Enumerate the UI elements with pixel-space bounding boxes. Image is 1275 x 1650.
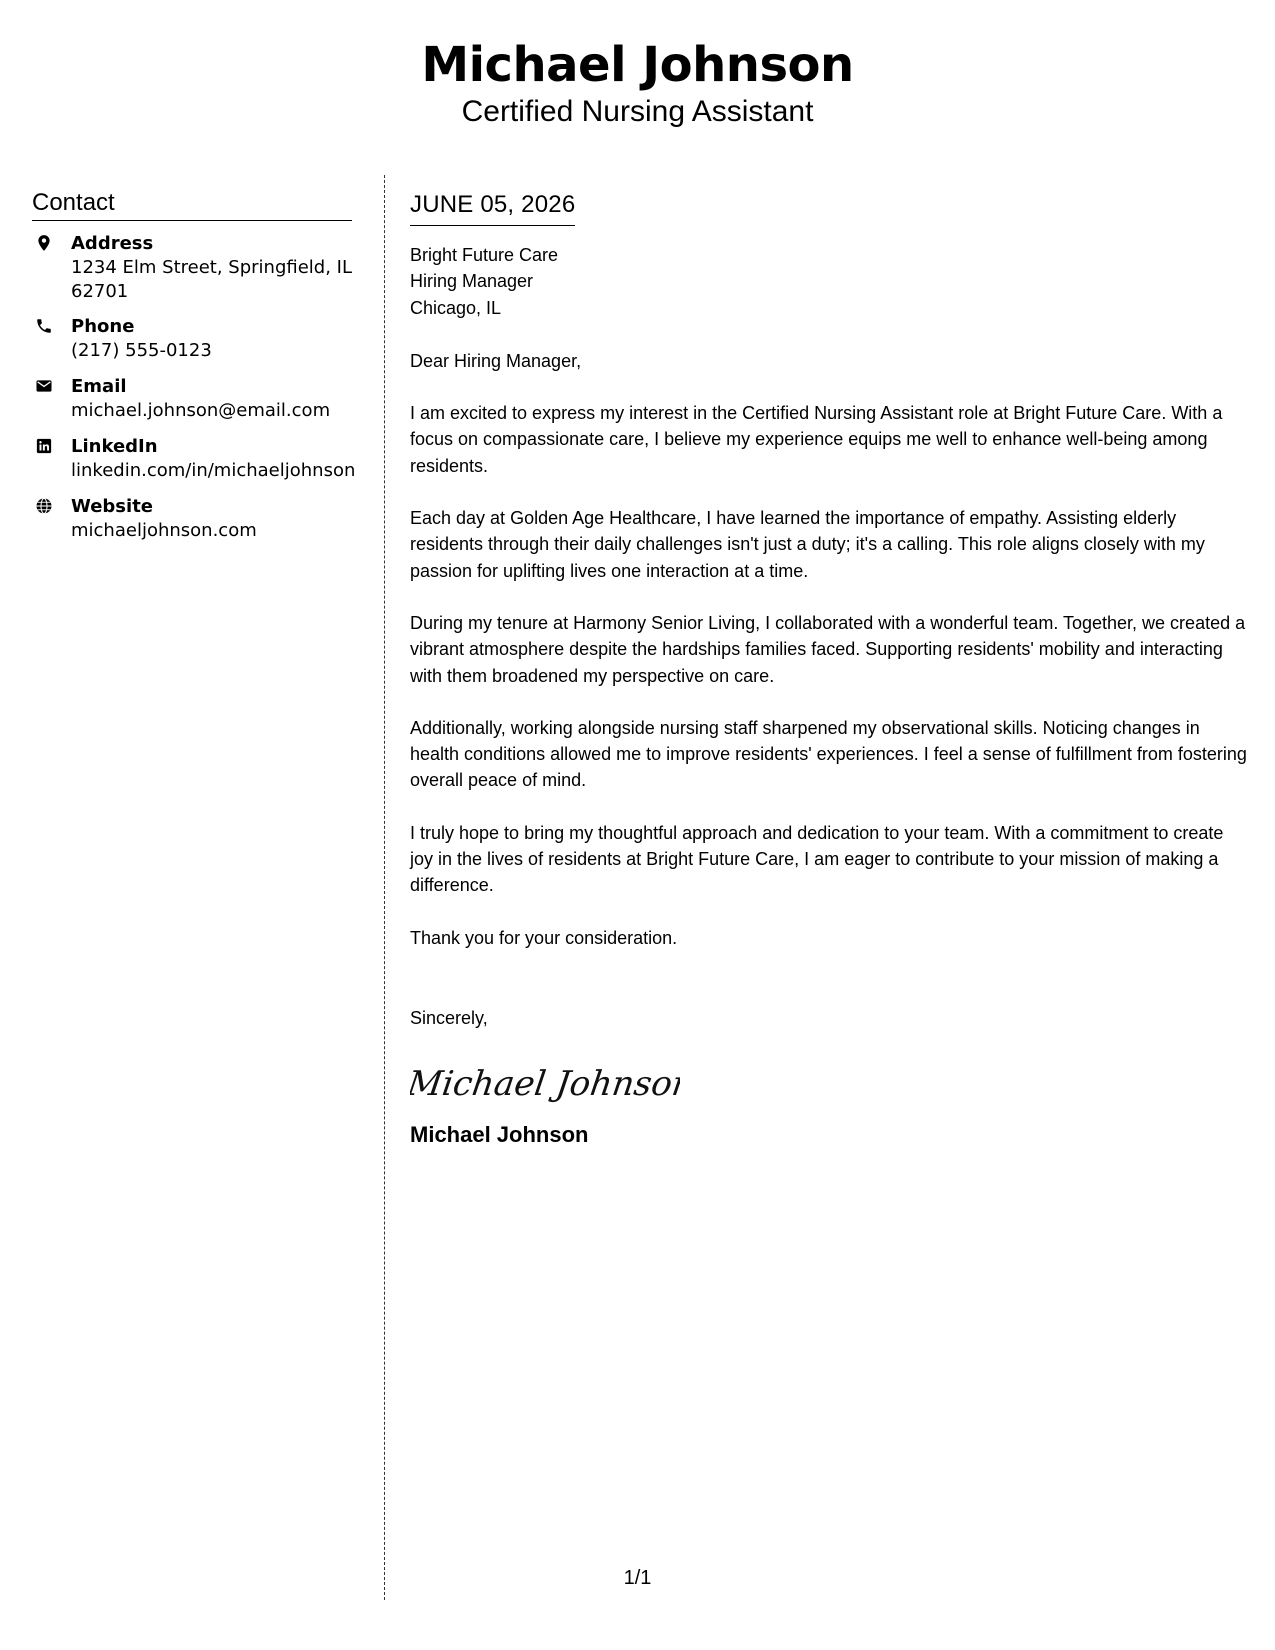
paragraph: I am excited to express my interest in the Certified Nursing Assistant role at Bright Future Care. With a focus on compassionate care, I believe my experience equips me well to enhance well-being among residents.: [410, 403, 1223, 476]
handwritten-signature: [410, 1053, 1250, 1113]
globe-icon: [35, 497, 53, 515]
contact-item-address: [32, 232, 352, 304]
contact-value: michael.johnson@email.com: [71, 400, 331, 421]
paragraph: Additionally, working alongside nursing staff sharpened my observational skills. Noticing changes in health conditions allowed me to improve residents' experiences. I feel a sense of fulfillment from fostering overall peace of mind.: [410, 717, 1247, 791]
paragraph: I truly hope to bring my thoughtful approach and dedication to your team. With a commitment to create joy in the lives of residents at Bright Future Care, I am eager to contribute to your mission of making a difference.: [410, 822, 1224, 896]
contact-item-email: [32, 375, 352, 423]
greeting: Dear Hiring Manager,: [410, 350, 582, 371]
contact-item-website: [32, 495, 352, 543]
paragraph: During my tenure at Harmony Senior Living, I collaborated with a wonderful team. Together, we created a vibrant atmosphere despite the hardships families faced. Supporting residents' mobility and interacting with them broadened my perspective on care.: [410, 612, 1246, 686]
signature-text: Michael Johnson: [410, 1064, 680, 1105]
paragraph: Thank you for your consideration.: [410, 927, 678, 948]
contact-label: Website: [71, 496, 154, 517]
contact-label: Email: [71, 376, 127, 397]
contact-item-phone: [32, 315, 352, 363]
paragraph: Each day at Golden Age Healthcare, I have learned the importance of empathy. Assisting elderly residents through their daily challenges isn't just a duty; it's a calling. This role aligns closely with my passion for uplifting lives one interaction at a time.: [410, 508, 1205, 581]
linkedin-icon: [35, 437, 53, 455]
closing: Sincerely,: [410, 1007, 488, 1028]
recipient-location: Chicago, IL: [410, 297, 502, 318]
page-number: 1/1: [623, 1567, 652, 1589]
contact-value: (217) 555-0123: [71, 340, 212, 361]
envelope-icon: [35, 377, 53, 395]
signature-graphic: [410, 1053, 680, 1113]
applicant-title: Certified Nursing Assistant: [461, 95, 814, 128]
phone-icon: [35, 317, 53, 335]
contact-label: Address: [71, 233, 154, 254]
contact-heading: Contact: [32, 188, 352, 221]
recipient-title: Hiring Manager: [410, 271, 534, 292]
letter-date: JUNE 05, 2026: [410, 190, 575, 226]
column-divider: [384, 175, 385, 1600]
map-pin-icon: [35, 234, 53, 252]
contact-item-linkedin: [32, 435, 356, 483]
contact-label: Phone: [71, 316, 135, 337]
contact-value: linkedin.com/in/michaeljohnson: [71, 460, 356, 481]
letter-header: [0, 34, 1275, 130]
recipient-company: Bright Future Care: [410, 245, 559, 265]
contact-value: 1234 Elm Street, Springfield, IL 62701: [71, 257, 353, 302]
letter-body: [410, 190, 1250, 1149]
recipient-block: [410, 242, 1250, 321]
applicant-name: Michael Johnson: [421, 37, 854, 93]
contact-label: LinkedIn: [71, 436, 158, 457]
contact-sidebar: [32, 188, 356, 543]
signer-name: Michael Johnson: [410, 1122, 589, 1148]
contact-value: michaeljohnson.com: [71, 520, 257, 541]
